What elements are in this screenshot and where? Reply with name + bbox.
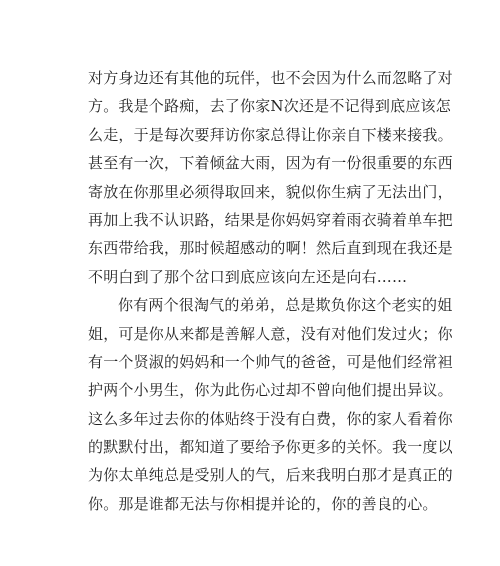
text-line: 寄放在你那里必须得取回来，貌似你生病了无法出门， (88, 182, 453, 201)
text-line: 你。那是谁都无法与你相提并论的，你的善良的心。 (88, 494, 438, 513)
paragraph-1 (88, 64, 453, 291)
text-line: 方。我是个路痴，去了你家N次还是不记得到底应该怎 (88, 97, 451, 116)
text-line: 的默默付出，都知道了要给予你更多的关怀。我一度以 (88, 438, 453, 457)
text-line: 姐，可是你从来都是善解人意，没有对他们发过火；你 (88, 324, 453, 343)
text-line: 甚至有一次，下着倾盆大雨，因为有一份很重要的东西 (88, 154, 453, 173)
text-line: 东西带给我，那时候超感动的啊！然后直到现在我还是 (88, 239, 453, 258)
text-line: 为你太单纯总是受别人的气，后来我明白那才是真正的 (88, 466, 453, 485)
text-line: 有一个贤淑的妈妈和一个帅气的爸爸，可是他们经常袒 (88, 352, 453, 371)
text-line: 你有两个很淘气的弟弟，总是欺负你这个老实的姐 (118, 296, 453, 315)
text-line: 这么多年过去你的体贴终于没有白费，你的家人看着你 (88, 409, 453, 428)
text-line: 对方身边还有其他的玩伴，也不会因为什么而忽略了对 (88, 69, 453, 87)
text-line: 么走，于是每次要拜访你家总得让你亲自下楼来接我。 (88, 125, 453, 144)
document-body (88, 64, 453, 518)
text-line: 再加上我不认识路，结果是你妈妈穿着雨衣骑着单车把 (88, 210, 453, 229)
text-line: 护两个小男生，你为此伤心过却不曾向他们提出异议。 (88, 381, 453, 400)
paragraph-2 (88, 291, 453, 518)
text-line: 不明白到了那个岔口到底应该向左还是向右…… (88, 267, 408, 286)
